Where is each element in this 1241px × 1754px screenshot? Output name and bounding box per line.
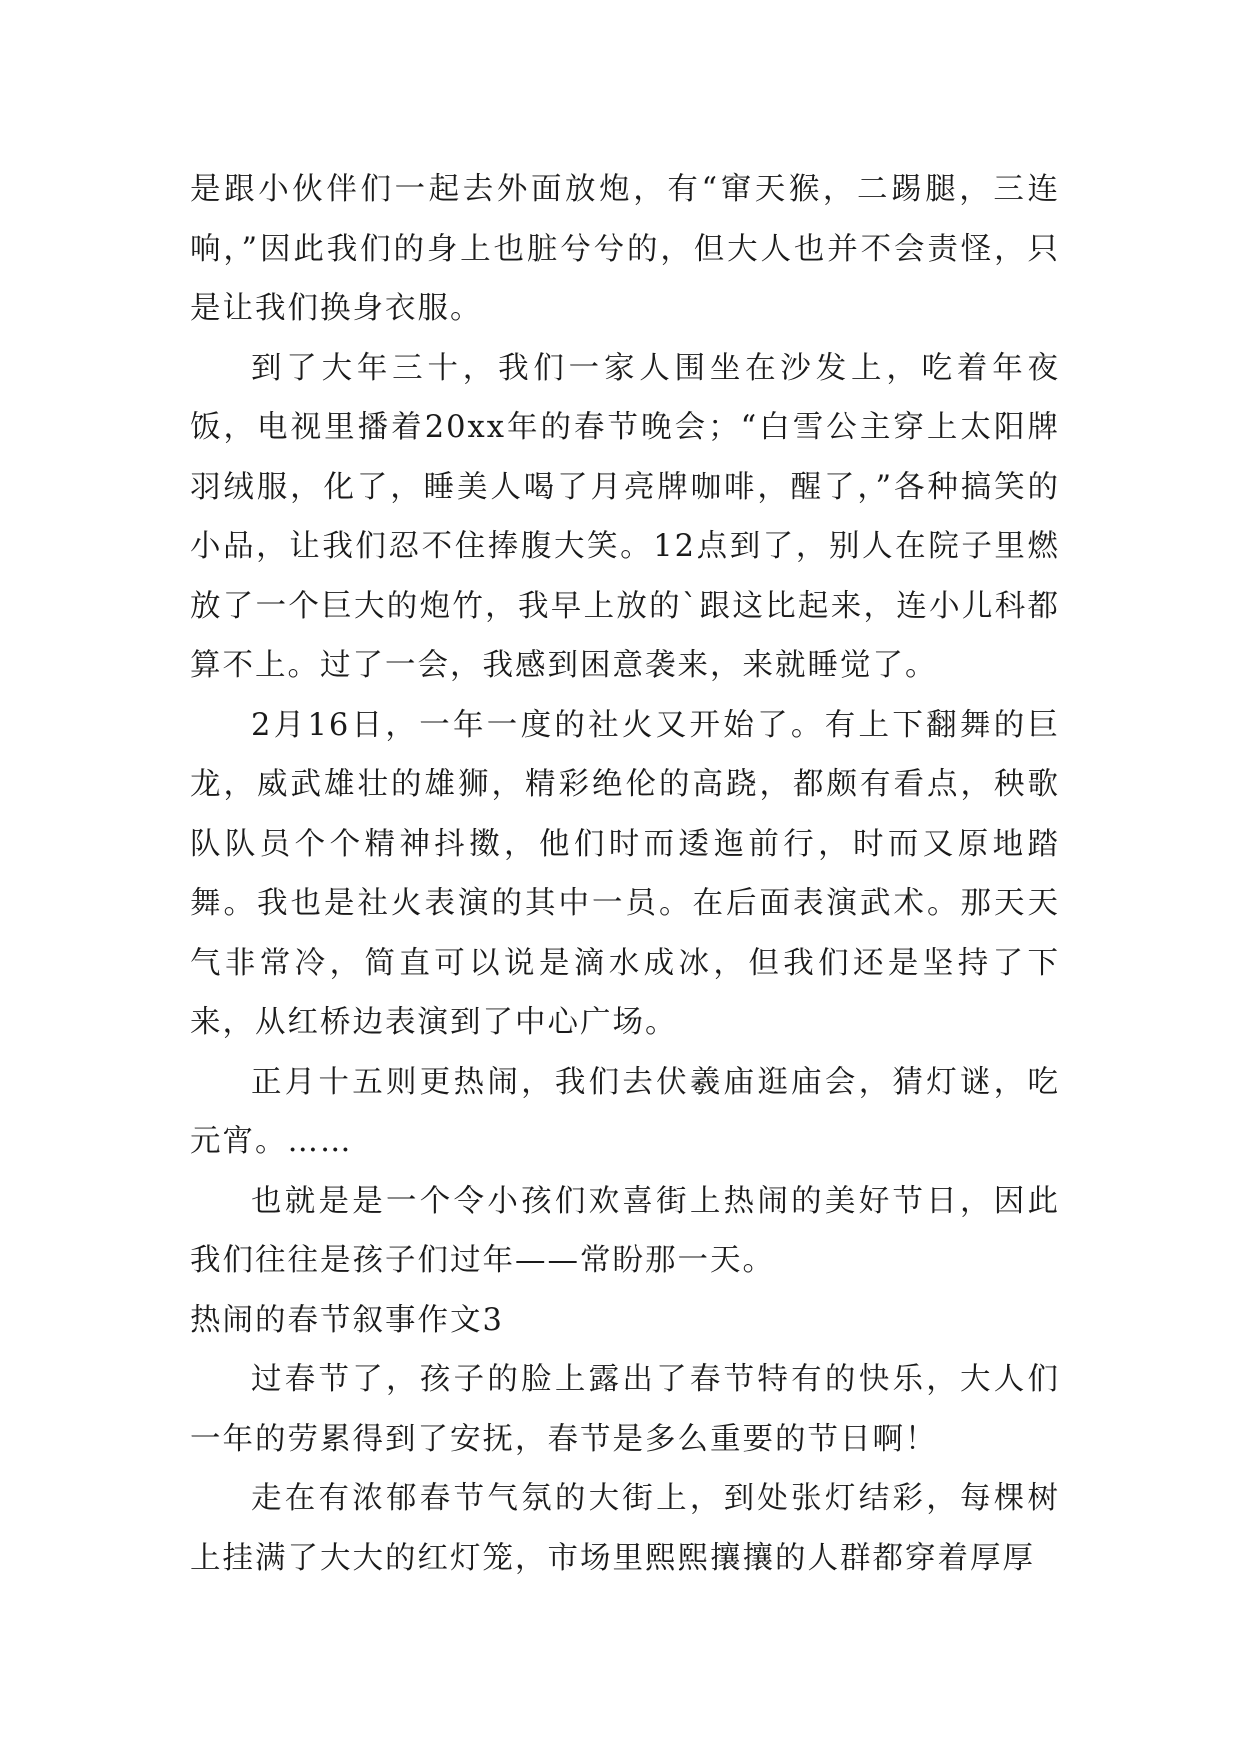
paragraph-new-year-eve: 到了大年三十，我们一家人围坐在沙发上，吃着年夜饭，电视里播着20xx年的春节晚会；“白雪公主穿上太阳牌羽绒服，化了，睡美人喝了月亮牌咖啡，醒了，”各种搞笑的小品，让我们忍不住捧腹大笑。12点到了，别人在院子里燃放了一个巨大的炮竹，我早上放的`跟这比起来，连小儿科都算不上。过了一会，我感到困意袭来，来就睡觉了。 bbox=[190, 350, 1060, 683]
paragraph-lantern-festival: 正月十五则更热闹，我们去伏羲庙逛庙会，猜灯谜，吃元宵。…… bbox=[190, 1064, 1060, 1159]
paragraph-continued: 是跟小伙伴们一起去外面放炮，有“窜天猴，二踢腿，三连响，”因此我们的身上也脏兮兮的，但大人也并不会责怪，只是让我们换身衣服。 bbox=[190, 172, 1060, 326]
paragraph-spring-festival-joy: 过春节了，孩子的脸上露出了春节特有的快乐，大人们一年的劳累得到了安抚，春节是多么重要的节日啊！ bbox=[190, 1362, 1060, 1457]
paragraph-summary: 也就是是一个令小孩们欢喜街上热闹的美好节日，因此我们往往是孩子们过年——常盼那一天。 bbox=[190, 1183, 1060, 1278]
paragraph-shehuo: 2月16日，一年一度的社火又开始了。有上下翻舞的巨龙，威武雄壮的雄狮，精彩绝伦的高跷，都颇有看点，秧歌队队员个个精神抖擞，他们时而逶迤前行，时而又原地踏舞。我也是社火表演的其中一员。在后面表演武术。那天天气非常冷，简直可以说是滴水成冰，但我们还是坚持了下来，从红桥边表演到了中心广场。 bbox=[190, 707, 1060, 1040]
section-title: 热闹的春节叙事作文3 bbox=[190, 1302, 504, 1338]
paragraph-street-scene: 走在有浓郁春节气氛的大街上，到处张灯结彩，每棵树上挂满了大大的红灯笼，市场里熙熙攘攘的人群都穿着厚厚 bbox=[190, 1481, 1060, 1576]
document-body bbox=[190, 160, 1060, 1588]
